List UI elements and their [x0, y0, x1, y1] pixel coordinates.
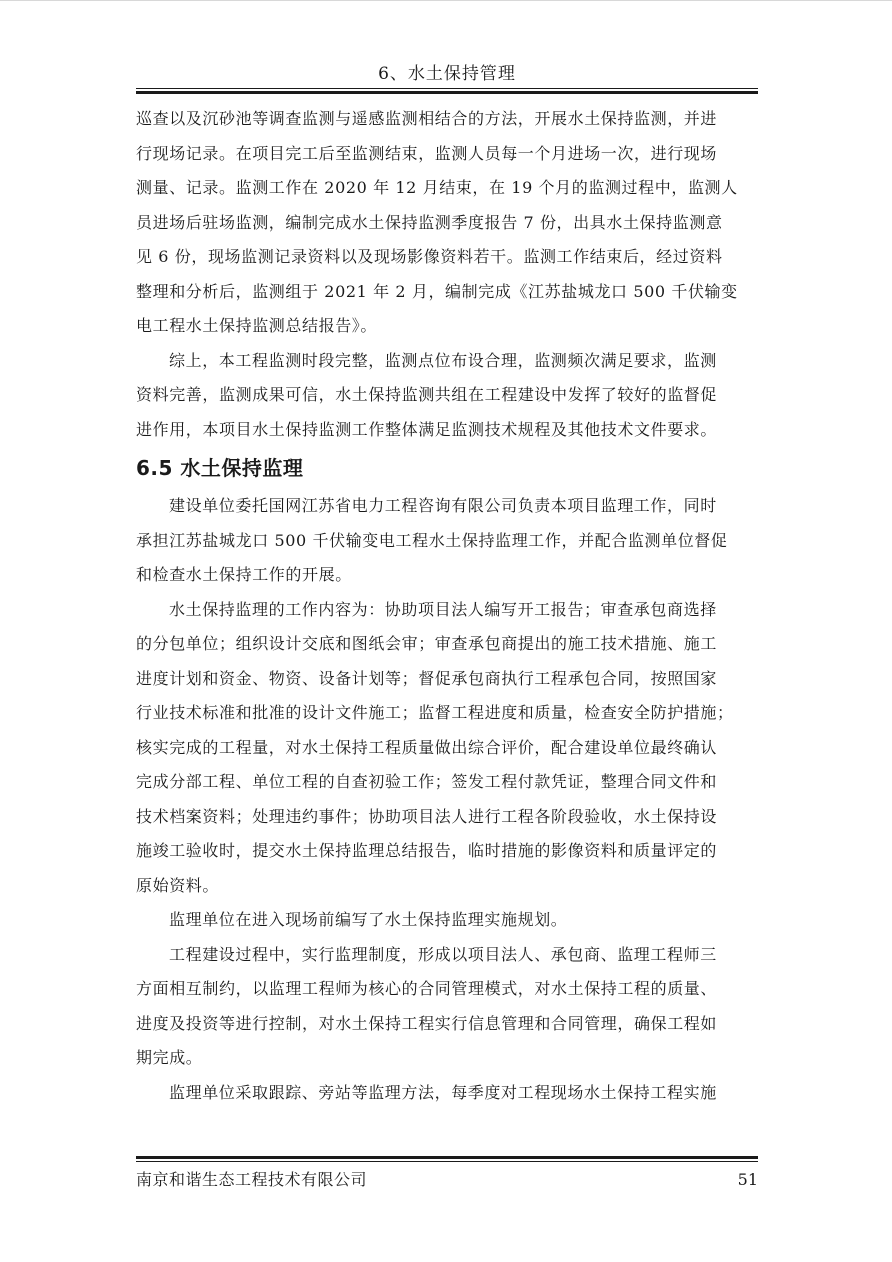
header-title: 6、水土保持管理 [378, 64, 516, 84]
paragraph-supervision-entrust [136, 489, 758, 593]
text-line: 完成分部工程、单位工程的自查初验工作；签发工程付款凭证，整理合同文件和 [136, 772, 718, 791]
text-line: 电工程水土保持监测总结报告》。 [136, 316, 378, 335]
text-line: 监理单位采取跟踪、旁站等监理方法，每季度对工程现场水土保持工程实施 [169, 1082, 717, 1102]
text-line: 进度及投资等进行控制，对水土保持工程实行信息管理和合同管理，确保工程如 [136, 1013, 718, 1033]
text-line: 巡查以及沉砂池等调查监测与遥感监测相结合的方法，开展水土保持监测，并进 [136, 109, 718, 128]
text-line: 核实完成的工程量，对水土保持工程质量做出综合评价，配合建设单位最终确认 [136, 737, 718, 757]
paragraph-monitoring-summary [136, 344, 758, 448]
text-line: 见 6 份，现场监测记录资料以及现场影像资料若干。监测工作结束后，经过资料 [136, 247, 723, 266]
text-line: 进度计划和资金、物资、设备计划等；督促承包商执行工程承包合同，按照国家 [136, 668, 718, 688]
text-line: 施竣工验收时，提交水土保持监理总结报告，临时措施的影像资料和质量评定的 [136, 841, 718, 860]
text-line: 原始资料。 [136, 875, 220, 895]
section-heading: 6.5 水土保持监理 [136, 456, 304, 480]
text-line: 和检查水土保持工作的开展。 [136, 565, 352, 584]
text-line: 期完成。 [136, 1048, 203, 1067]
text-line: 的分包单位；组织设计交底和图纸会审；审查承包商提出的施工技术措施、施工 [136, 634, 718, 653]
footer-row [136, 1166, 758, 1194]
text-line: 监理单位在进入现场前编写了水土保持监理实施规划。 [169, 910, 568, 929]
text-line: 建设单位委托国网江苏省电力工程咨询有限公司负责本项目监理工作，同时 [169, 496, 717, 515]
text-line: 水土保持监理的工作内容为：协助项目法人编写开工报告；审查承包商选择 [169, 599, 717, 619]
page-footer [136, 1156, 758, 1194]
page-top-edge [0, 0, 892, 1]
footer-rule-thin [136, 1161, 758, 1162]
text-line: 资料完善，监测成果可信，水土保持监测共组在工程建设中发挥了较好的监督促 [136, 385, 718, 404]
text-line: 综上，本工程监测时段完整，监测点位布设合理，监测频次满足要求，监测 [169, 350, 717, 370]
paragraph-supervision-plan [136, 903, 758, 938]
text-line: 行现场记录。在项目完工后至监测结束，监测人员每一个月进场一次，进行现场 [136, 143, 718, 163]
header-rule-thick [136, 91, 758, 94]
paragraph-supervision-system [136, 938, 758, 1076]
page-header [136, 62, 758, 94]
text-line: 方面相互制约，以监理工程师为核心的合同管理模式，对水土保持工程的质量、 [136, 979, 718, 998]
paragraph-supervision-content [136, 593, 758, 904]
footer-company: 南京和谐生态工程技术有限公司 [136, 1170, 368, 1189]
text-line: 技术档案资料；处理违约事件；协助项目法人进行工程各阶段验收，水土保持设 [136, 806, 718, 826]
text-line: 进作用，本项目水土保持监测工作整体满足监测技术规程及其他技术文件要求。 [136, 419, 718, 439]
text-line: 承担江苏盐城龙口 500 千伏输变电工程水土保持监理工作，并配合监测单位督促 [136, 530, 728, 550]
page-body [136, 102, 758, 1110]
text-line: 员进场后驻场监测，编制完成水土保持监测季度报告 7 份，出具水土保持监测意 [136, 212, 723, 232]
text-line: 测量、记录。监测工作在 2020 年 12 月结束，在 19 个月的监测过程中，监测人 [136, 178, 738, 197]
header-rule-thin [136, 88, 758, 89]
text-line: 行业技术标准和批准的设计文件施工；监督工程进度和质量，检查安全防护措施； [136, 703, 734, 722]
text-line: 整理和分析后，监测组于 2021 年 2 月，编制完成《江苏盐城龙口 500 千伏输变 [136, 281, 738, 301]
footer-rule-thick [136, 1156, 758, 1159]
text-line: 工程建设过程中，实行监理制度，形成以项目法人、承包商、监理工程师三 [169, 944, 717, 964]
page-number: 51 [737, 1170, 758, 1189]
paragraph-monitoring-method [136, 102, 758, 344]
paragraph-supervision-method [136, 1076, 758, 1111]
